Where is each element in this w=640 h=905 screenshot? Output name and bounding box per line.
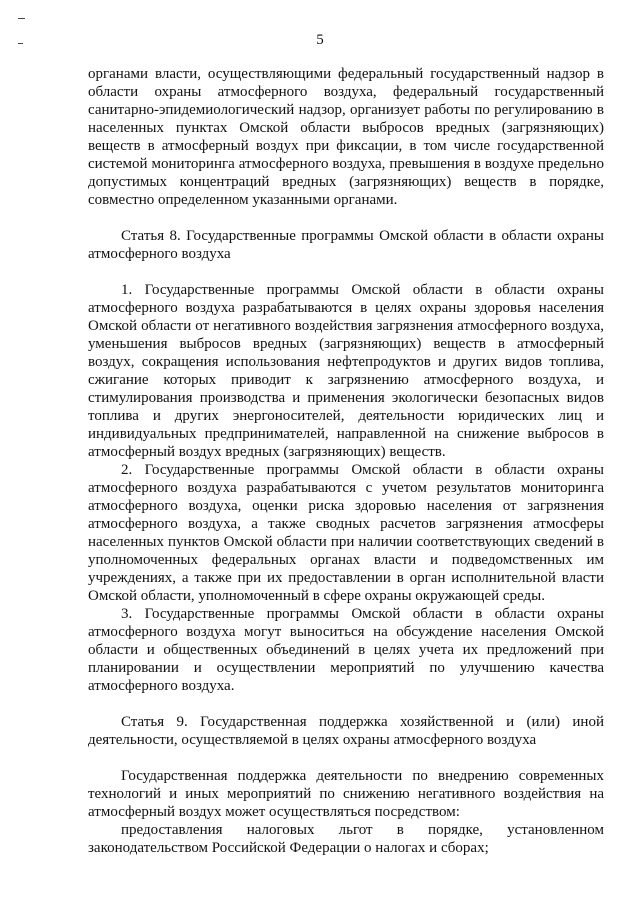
article-8-title: Статья 8. Государственные программы Омской области в области охраны атмосферного воздуха: [88, 228, 604, 262]
article-9-paragraph-2: предоставления налоговых льгот в порядке, установленном законодательством Российской Федерации о налогах и сборах;: [88, 822, 604, 856]
document-body: [88, 65, 604, 857]
article-8-paragraph-1: 1. Государственные программы Омской области в области охраны атмосферного воздуха разрабатываются в целях охраны здоровья населения Омской области от негативного воздействия загрязнения атмосферного воздуха, уменьшения выбросов вредных (загрязняющих) веществ в атмосферный воздух, сокращения использования нефтепродуктов и других видов топлива, сжигание которых приводит к загрязнению атмосферного воздуха, и стимулирования производства и применения экологически безопасных видов топлива и других энергоносителей, деятельности юридических лиц и индивидуальных предпринимателей, направленной на снижение выбросов в атмосферный воздух вредных (загрязняющих) веществ.: [88, 282, 604, 460]
article-9-title: Статья 9. Государственная поддержка хозяйственной и (или) иной деятельности, осуществляемой в целях охраны атмосферного воздуха: [88, 714, 604, 748]
page-number: 5: [316, 32, 324, 48]
article-9-paragraph-1: Государственная поддержка деятельности по внедрению современных технологий и иных мероприятий по снижению негативного воздействия на атмосферный воздух может осуществляться посредством:: [88, 768, 604, 820]
paragraph-continuation: органами власти, осуществляющими федеральный государственный надзор в области охраны атмосферного воздуха, федеральный государственный санитарно-эпидемиологический надзор, организует работы по регулированию в населенных пунктах Омской области выбросов вредных (загрязняющих) веществ в атмосферный воздух при фиксации, в том числе государственной системой мониторинга атмосферного воздуха, превышения в воздухе предельно допустимых концентраций вредных (загрязняющих) веществ в порядке, совместно определенном указанными органами.: [88, 66, 604, 208]
article-8-paragraph-2: 2. Государственные программы Омской области в области охраны атмосферного воздуха разрабатываются с учетом результатов мониторинга атмосферного воздуха, оценки риска здоровью населения от загрязнения атмосферного воздуха, а также сводных расчетов загрязнения атмосферы населенных пунктов Омской области при наличии соответствующих сведений в уполномоченных федеральных органах власти и подведомственных им учреждениях, а также при их предоставлении в орган исполнительной власти Омской области, уполномоченный в сфере охраны окружающей среды.: [88, 462, 604, 604]
scan-mark: [18, 18, 25, 19]
article-8-paragraph-3: 3. Государственные программы Омской области в области охраны атмосферного воздуха могут выноситься на обсуждение населения Омской области и общественных объединений в целях учета их предложений при планировании и осуществлении мероприятий по улучшению качества атмосферного воздуха.: [88, 606, 604, 694]
